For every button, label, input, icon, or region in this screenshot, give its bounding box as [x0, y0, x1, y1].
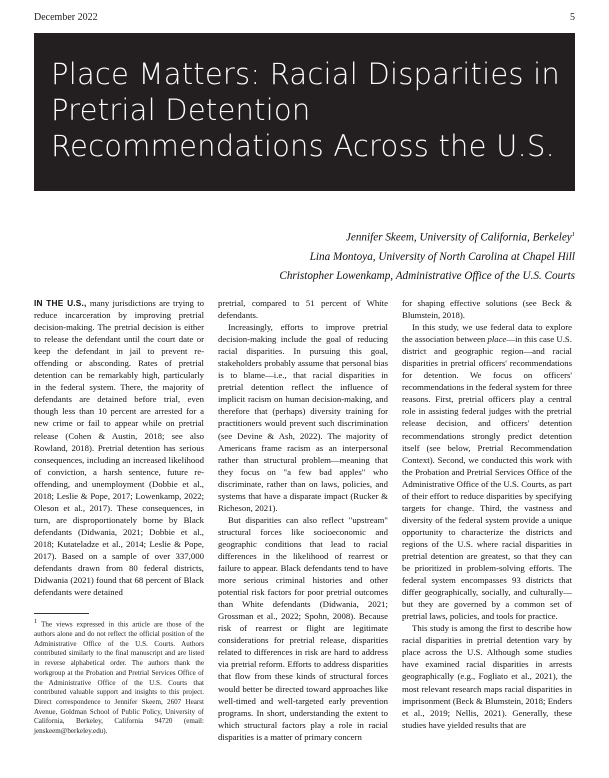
lead-in: IN THE U.S.,	[34, 298, 87, 308]
paragraph	[402, 321, 572, 622]
paragraph	[34, 297, 204, 598]
footnote-rule	[34, 613, 89, 614]
author-list	[155, 225, 575, 286]
footnote-marker: 1	[34, 618, 38, 625]
author-line	[155, 225, 575, 248]
article-title: Place Matters: Racial Disparities in Pretrial Detention Recommendations Across the U.S.	[51, 57, 560, 163]
body-column-1	[34, 297, 204, 598]
author-name: Jennifer Skeem, University of California, Berkeley	[345, 231, 572, 244]
emphasis: place	[487, 334, 507, 345]
paragraph: for shaping effective solutions (see Beck & Blumstein, 2018).	[402, 298, 572, 321]
author-name: Christopher Lowenkamp, Administrative Office of the U.S. Courts	[279, 269, 575, 282]
body-column-3	[402, 297, 572, 731]
paragraph-text: —in this case U.S. district and geographic region—and racial disparities in pretrial officers' recommendations for detention. We focus on officers' recommendations in the federal system for three reasons. First, pretrial officers play a central role in assisting federal judges with the pretrial release decision, and officers' detention recommendations strongly predict detention itself (see below, Pretrial Recommendation Context). Second, we conducted this work with the Probation and Pretrial Services Office of the Administrative Office of the U.S. Courts, as part of their effort to reduce disparities by specifying targets for change. Third, the vastness and diversity of the federal system provide a unique opportunity to characterize the districts and regions of the U.S. where racial disparities in pretrial detention are greatest, so that they can be prioritized in problem-solving efforts. The federal system encompasses 93 districts that differ geographically, socially, and culturally—but they are governed by a common set of pretrial laws, policies, and tools for practice.	[402, 334, 572, 622]
paragraph: This study is among the first to describe how racial disparities in pretrial detention vary by place across the U.S. Although some studies have examined racial disparities in arrests geographically (e.g., Fogliato et al., 2021), the most relevant research maps racial disparities in imprisonment (Beck & Blumstein, 2018; Enders et al., 2019; Nellis, 2021). Generally, these studies have yielded results that are	[402, 623, 572, 730]
footnote-text: The views expressed in this article are those of the authors alone and do not reflect the official position of the Administrative Office of the U.S. Courts. Authors contributed similarly to the final manuscript and are listed in reverse alphabetical order. The authors thank the workgroup at the Probation and Pretrial Services Office of the Administrative Office of the U.S. Courts that contributed valuable support and insights to this project. Direct correspondence to Jennifer Skeem, 2607 Hearst Avenue, Goldman School of Public Policy, University of California, Berkeley, California 94720 (email: jenskeem@berkeley.edu).	[34, 620, 204, 736]
author-line	[155, 267, 575, 286]
footnote-marker: 1	[571, 231, 575, 238]
footnote	[34, 617, 204, 737]
paragraph: pretrial, compared to 51 percent of White defendants.	[218, 298, 388, 321]
issue-date: December 2022	[34, 12, 98, 23]
paragraph-text: In this study, we use federal data to explore the association between	[402, 322, 572, 345]
paragraph: Increasingly, efforts to improve pretrial decision-making include the goal of reducing racial disparities. In pursuing this goal, stakeholders probably assume that personal bias is to blame—i.e., that racial disparities in pretrial detention reflect the influence of implicit racism on human decision-making, and therefore that (perhaps) diversity training for practitioners would prevent such discrimination (see Devine & Ash, 2022). The majority of Americans frame racism as an interpersonal rather than structural problem—meaning that they focus on "a few bad apples" who discriminate, rather than on laws, policies, and systems that have a disparate impact (Rucker & Richeson, 2021).	[218, 322, 388, 513]
title-banner	[34, 33, 575, 191]
author-name: Lina Montoya, University of North Carolina at Chapel Hill	[309, 250, 575, 263]
page-number: 5	[570, 12, 575, 23]
body-column-2	[218, 297, 388, 743]
paragraph-text: many jurisdictions are trying to reduce incarceration by improving pretrial decision-making. The pretrial decision is either to release the defendant until the court date or keep the defendant in jail to prevent re-offending or absconding. Rates of pretrial detention can be remarkably high, particularly in the federal system. There, the majority of defendants are detained before trial, even though less than 10 percent are arrested for a new crime or fail to appear while on pretrial release (Cohen & Austin, 2018; see also Rowland, 2018). Pretrial detention has serious consequences, including an increased likelihood of conviction, a harsh sentence, future re-offending, and unemployment (Dobbie et al., 2018; Leslie & Pope, 2017; Lowenkamp, 2022; Oleson et al., 2017). These consequences, in turn, are disproportionately borne by Black defendants (Didwania, 2021; Dobbie et al., 2018; Kutateladze et al., 2014; Leslie & Pope, 2017). Based on a sample of over 337,000 defendants drawn from 80 federal districts, Didwania (2021) found that 68 percent of Black defendants were detained	[34, 298, 205, 598]
author-line	[155, 248, 575, 267]
paragraph: But disparities can also reflect "upstream" structural forces like socioeconomic and geographic conditions that lead to racial differences in the likelihood of rearrest or failure to appear. Black defendants tend to have more serious criminal histories and other potential risk factors for poor pretrial outcomes than White defendants (Didwania, 2021; Grossman et al., 2022; Spohn, 2008). Because risk of rearrest or flight are legitimate considerations for pretrial release, disparities related to differences in risk are hard to address via pretrial reform. Efforts to address disparities that flow from these kinds of structural forces would better be directed toward approaches like well-timed and well-targeted early prevention programs. In short, understanding the extent to which structural factors play a role in racial disparities is a matter of primary concern	[218, 514, 388, 742]
